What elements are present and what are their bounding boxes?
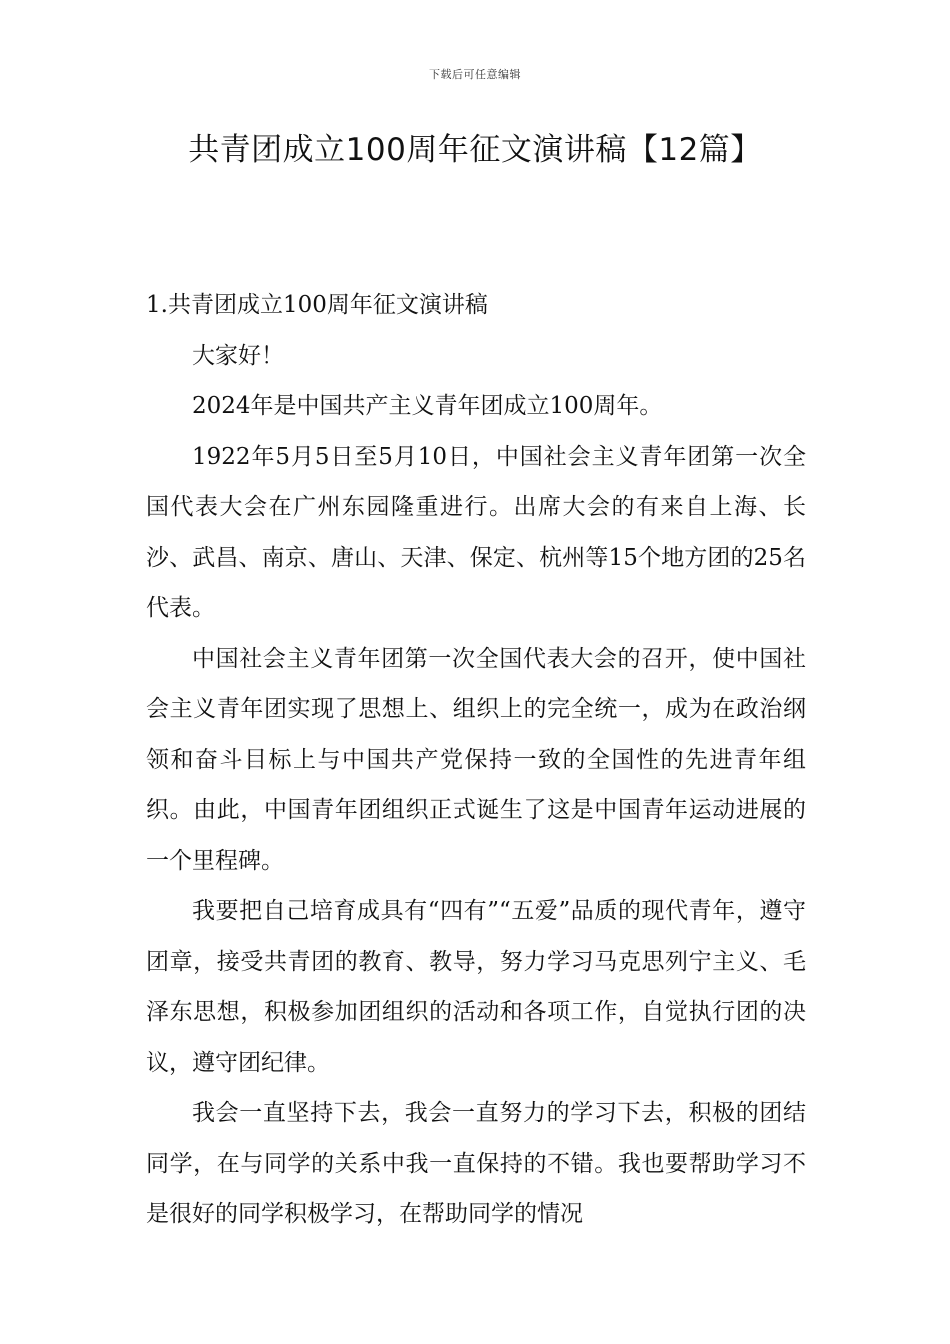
header-note: 下载后可任意编辑 bbox=[429, 68, 521, 81]
body-paragraph: 我要把自己培育成具有“四有”“五爱”品质的现代青年，遵守团章，接受共青团的教育、教导，努力学习马克思列宁主义、毛泽东思想，积极参加团组织的活动和各项工作，自觉执行团的决议，遵守团纪律。 bbox=[146, 898, 806, 1076]
body-paragraph: 2024年是中国共产主义青年团成立100周年。 bbox=[192, 393, 663, 419]
section-heading: 1.共青团成立100周年征文演讲稿 bbox=[146, 292, 488, 318]
body-paragraph: 中国社会主义青年团第一次全国代表大会的召开，使中国社会主义青年团实现了思想上、组织上的完全统一，成为在政治纲领和奋斗目标上与中国共产党保持一致的全国性的先进青年组织。由此，中国青年团组织正式诞生了这是中国青年运动进展的一个里程碑。 bbox=[146, 645, 806, 874]
greeting-paragraph: 大家好！ bbox=[192, 342, 284, 369]
document-body bbox=[146, 280, 806, 1240]
body-paragraph: 我会一直坚持下去，我会一直努力的学习下去，积极的团结同学，在与同学的关系中我一直保持的不错。我也要帮助学习不是很好的同学积极学习，在帮助同学的情况 bbox=[146, 1100, 806, 1227]
document-title: 共青团成立100周年征文演讲稿【12篇】 bbox=[188, 132, 762, 168]
body-paragraph: 1922年5月5日至5月10日，中国社会主义青年团第一次全国代表大会在广州东园隆重进行。出席大会的有来自上海、长沙、武昌、南京、唐山、天津、保定、杭州等15个地方团的25名代表。 bbox=[146, 443, 806, 621]
